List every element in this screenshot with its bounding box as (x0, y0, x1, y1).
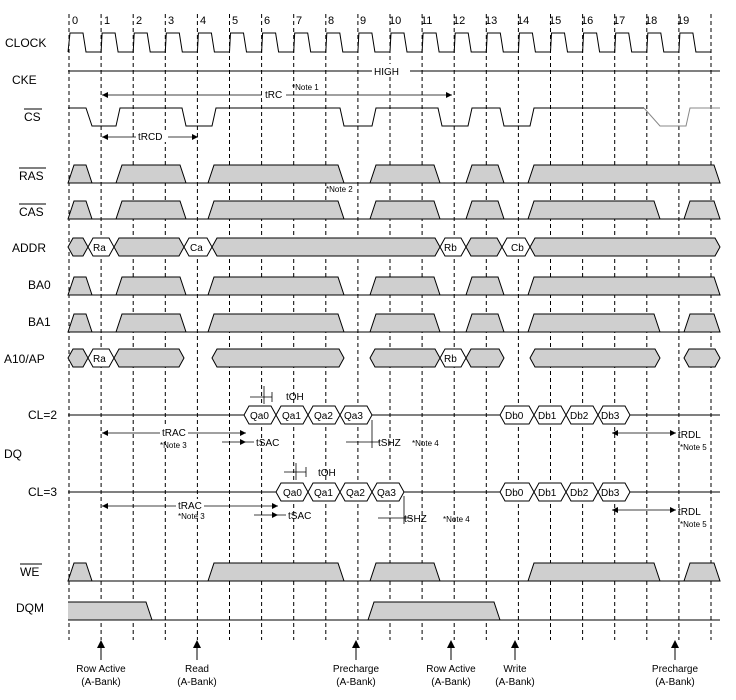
trac3-arrow-left (102, 503, 108, 509)
signal-label-cs: CS (24, 110, 41, 124)
command-name: Read (185, 664, 209, 675)
signal-label-we: WE (20, 565, 40, 579)
cycle-number: 3 (168, 15, 175, 27)
signal-label-clock: CLOCK (5, 36, 47, 50)
command-arrow-head (193, 640, 201, 648)
trcd-label: tRCD (138, 132, 163, 143)
command-bank: (A-Bank) (336, 677, 376, 688)
ba1-dontcare-block (684, 314, 720, 332)
dq2-db2: Db2 (570, 411, 589, 422)
command-bank: (A-Bank) (81, 677, 121, 688)
trdl3-arrow-right (670, 507, 676, 513)
ba0-dontcare-block (466, 277, 504, 295)
addr-value-cb: Cb (511, 243, 524, 254)
ba0-dontcare-block (208, 277, 344, 295)
ba0-dontcare-block (528, 277, 720, 295)
ba0-dontcare-block (370, 277, 440, 295)
dq2-qa3: Qa3 (344, 411, 363, 422)
trdl3-label: tRDL (678, 507, 701, 518)
cycle-number: 7 (296, 15, 303, 27)
ras-dontcare-block (370, 165, 440, 183)
addr-value-ra: Ra (93, 243, 106, 254)
signal-label-ba1: BA1 (28, 315, 51, 329)
cycle-number: 2 (136, 15, 143, 27)
we-dontcare-block (684, 563, 720, 581)
cs-line (68, 108, 644, 126)
cycle-number: 17 (613, 15, 626, 27)
cycle-number: 4 (200, 15, 207, 27)
dq3-db3: Db3 (601, 488, 620, 499)
signal-label-cke: CKE (12, 73, 37, 87)
signal-label-ras: RAS (19, 169, 44, 183)
addr-value-ca: Ca (190, 243, 203, 254)
cycle-number: 1 (104, 15, 111, 27)
signal-labels (4, 36, 57, 615)
dq3-db0: Db0 (505, 488, 524, 499)
toh2-label: tOH (286, 392, 304, 403)
tsac3-arrow-right (272, 512, 278, 518)
signal-label-dq: DQ (4, 447, 22, 461)
note-5-cl3: *Note 5 (680, 520, 707, 529)
command-write (495, 640, 534, 688)
cycle-number: 8 (328, 15, 335, 27)
dq2-qa0: Qa0 (250, 411, 269, 422)
trc-arrow-left (102, 92, 108, 98)
command-bank: (A-Bank) (431, 677, 471, 688)
cas-dontcare-block (466, 201, 504, 219)
trac2-arrow-right (240, 430, 246, 436)
cycle-number: 5 (232, 15, 239, 27)
cycle-number: 9 (360, 15, 367, 27)
a10ap-waveform (68, 349, 720, 367)
command-read (177, 640, 216, 688)
trcd-annotation (102, 130, 198, 143)
note-3-cl2: *Note 3 (160, 441, 187, 450)
command-arrow-head (447, 640, 455, 648)
tshz2-label: tSHZ (378, 438, 401, 449)
a10-value-ra: Ra (93, 354, 106, 365)
command-name: Row Active (426, 664, 476, 675)
addr-dontcare-segment (212, 238, 440, 256)
tsac3-label: tSAC (288, 511, 312, 522)
command-bank: (A-Bank) (177, 677, 217, 688)
we-dontcare-block (370, 563, 440, 581)
cycle-number: 11 (421, 15, 433, 27)
command-row-active-1 (76, 640, 126, 688)
ba1-dontcare-block (466, 314, 504, 332)
command-name: Precharge (651, 664, 699, 675)
ras-dontcare-block (208, 165, 344, 183)
trc-label: tRC (265, 90, 283, 101)
ba1-dontcare-block (528, 314, 660, 332)
command-precharge-2 (652, 640, 699, 688)
ras-dontcare-block (528, 165, 720, 183)
a10-dontcare-segment (114, 349, 184, 367)
ba0-dontcare-block (68, 277, 92, 295)
ras-waveform (68, 165, 720, 183)
note-4-cl3: *Note 4 (443, 515, 470, 524)
command-arrow-head (97, 640, 105, 648)
addr-value-rb: Rb (444, 243, 457, 254)
command-row-active-2 (426, 640, 476, 688)
command-name: Precharge (332, 664, 380, 675)
ba0-waveform (68, 277, 720, 295)
command-arrow-head (511, 640, 519, 648)
a10-dontcare-segment (68, 349, 88, 367)
a10-dontcare-segment (466, 349, 504, 367)
ba1-dontcare-block (116, 314, 186, 332)
a10-dontcare-segment (212, 349, 344, 367)
trc-annotation (102, 83, 452, 101)
dq3-db1: Db1 (538, 488, 557, 499)
cas-dontcare-block (684, 201, 720, 219)
command-name: Row Active (76, 664, 126, 675)
cycle-number: 12 (453, 15, 466, 27)
cycle-numbers (72, 15, 689, 27)
addr-dontcare-segment (466, 238, 502, 256)
dq2-db0: Db0 (505, 411, 524, 422)
signal-label-ba0: BA0 (28, 278, 51, 292)
dq2-db3: Db3 (601, 411, 620, 422)
trac3-label: tRAC (178, 501, 202, 512)
cycle-number: 14 (517, 15, 530, 27)
cs-line-end (644, 108, 720, 126)
dq2-qa2: Qa2 (314, 411, 333, 422)
cycle-number: 10 (389, 15, 402, 27)
cycle-number: 16 (581, 15, 594, 27)
dqm-block-1 (68, 602, 152, 620)
ba0-dontcare-block (116, 277, 186, 295)
trac2-label: tRAC (162, 428, 186, 439)
dqm-block-2 (368, 602, 500, 620)
trdl2-label: tRDL (678, 430, 701, 441)
cke-state-text: HIGH (374, 67, 399, 78)
ba1-dontcare-block (68, 314, 92, 332)
trdl2-arrow-right (670, 430, 676, 436)
we-dontcare-block (208, 563, 344, 581)
a10-dontcare-segment (530, 349, 660, 367)
ras-dontcare-block (68, 165, 92, 183)
dq3-qa0: Qa0 (283, 488, 302, 499)
signal-label-cl2: CL=2 (28, 408, 58, 422)
signal-label-a10ap: A10/AP (4, 352, 45, 366)
cas-dontcare-block (370, 201, 440, 219)
command-arrow-head (671, 640, 679, 648)
a10-dontcare-segment (684, 349, 720, 367)
signal-label-addr: ADDR (12, 241, 47, 255)
trac2-arrow-left (102, 430, 108, 436)
cs-waveform (68, 108, 720, 126)
addr-dontcare-segment (68, 238, 88, 256)
note-2: *Note 2 (326, 185, 353, 194)
command-name: Write (503, 664, 527, 675)
command-arrow-head (352, 640, 360, 648)
ras-dontcare-block (466, 165, 504, 183)
ras-dontcare-block (116, 165, 186, 183)
cas-dontcare-block (528, 201, 660, 219)
signal-label-cas: CAS (19, 205, 44, 219)
addr-dontcare-segment (530, 238, 720, 256)
command-bank: (A-Bank) (495, 677, 535, 688)
ba1-dontcare-block (370, 314, 440, 332)
addr-waveform (68, 238, 720, 256)
dq2-qa1: Qa1 (282, 411, 301, 422)
ba1-waveform (68, 314, 720, 332)
a10-value-rb: Rb (444, 354, 457, 365)
tsac2-arrow-right (240, 439, 246, 445)
cas-dontcare-block (68, 201, 92, 219)
dq3-db2: Db2 (570, 488, 589, 499)
command-precharge-1 (333, 640, 380, 688)
we-waveform (68, 563, 720, 581)
a10-dontcare-segment (370, 349, 440, 367)
cas-waveform (68, 201, 720, 219)
command-markers (76, 640, 698, 688)
note-5-cl2: *Note 5 (680, 443, 707, 452)
signal-label-dqm: DQM (16, 601, 44, 615)
cycle-number: 19 (677, 15, 690, 27)
trac3-arrow-right (272, 503, 278, 509)
we-dontcare-block (68, 563, 92, 581)
dq3-qa1: Qa1 (314, 488, 333, 499)
signal-label-cl3: CL=3 (28, 485, 58, 499)
ba1-dontcare-block (208, 314, 344, 332)
note-1: *Note 1 (292, 83, 319, 92)
dq2-db1: Db1 (538, 411, 557, 422)
addr-dontcare-segment (114, 238, 184, 256)
cas-dontcare-block (208, 201, 344, 219)
tshz3-label: tSHZ (404, 514, 427, 525)
command-bank: (A-Bank) (655, 677, 695, 688)
note-4-cl2: *Note 4 (412, 439, 439, 448)
tsac2-label: tSAC (256, 438, 280, 449)
trc-arrow-right (446, 92, 452, 98)
dq3-qa2: Qa2 (346, 488, 365, 499)
cycle-number: 0 (72, 15, 79, 27)
cycle-number: 6 (264, 15, 271, 27)
dq3-qa3: Qa3 (377, 488, 396, 499)
trcd-arrow-left (102, 134, 108, 140)
note-3-cl3: *Note 3 (178, 512, 205, 521)
cycle-number: 15 (549, 15, 562, 27)
toh3-label: tOH (318, 468, 336, 479)
cycle-number: 18 (645, 15, 658, 27)
cycle-number: 13 (485, 15, 498, 27)
cas-dontcare-block (116, 201, 186, 219)
we-dontcare-block (528, 563, 660, 581)
